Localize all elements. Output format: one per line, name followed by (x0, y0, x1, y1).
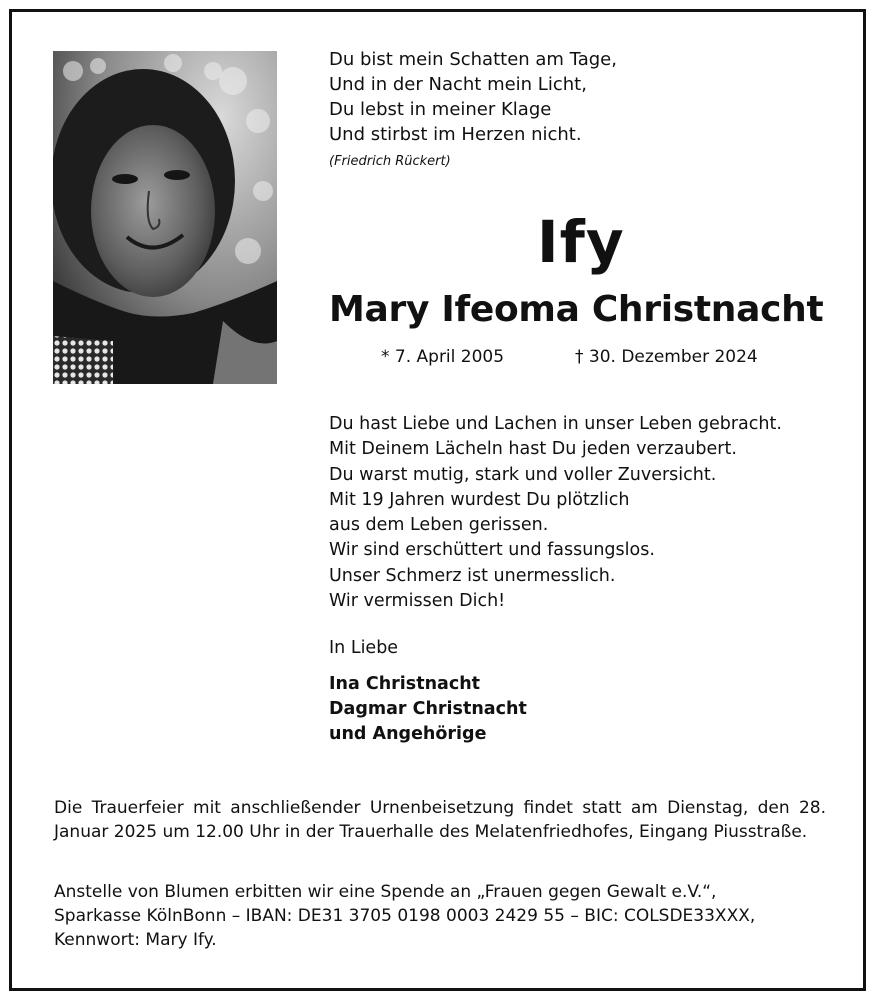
donation-line: Kennwort: Mary Ify. (54, 930, 217, 950)
tribute-line: aus dem Leben gerissen. (329, 515, 549, 536)
in-love-label: In Liebe (329, 638, 399, 658)
tribute-line: Mit Deinem Lächeln hast Du jeden verzaubert. (329, 439, 737, 460)
portrait-image (53, 51, 277, 384)
donation-notice (54, 880, 755, 952)
poem-line: Du bist mein Schatten am Tage, (329, 49, 617, 70)
tribute-line: Mit 19 Jahren wurdest Du plötzlich (329, 489, 630, 510)
poem-line: Du lebst in meiner Klage (329, 99, 552, 120)
poem-line: Und in der Nacht mein Licht, (329, 74, 587, 95)
tribute-line: Du hast Liebe und Lachen in unser Leben gebracht. (329, 414, 782, 434)
ceremony-notice: Die Trauerfeier mit anschließender Urnenbeisetzung findet statt am Dienstag, den 28. Januar 2025 um 12.00 Uhr in der Trauerhalle des Melatenfriedhofes, Eingang Piusstraße. (54, 798, 826, 842)
deceased-nickname: Ify (537, 208, 625, 276)
tribute-text (329, 412, 782, 614)
donation-line: Anstelle von Blumen erbitten wir eine Spende an „Frauen gegen Gewalt e.V.“, (54, 882, 717, 902)
death-date: † 30. Dezember 2024 (575, 347, 758, 367)
signer-name: Dagmar Christnacht (329, 699, 527, 719)
poem-line: Und stirbst im Herzen nicht. (329, 124, 582, 145)
birth-date: * 7. April 2005 (381, 347, 505, 367)
signer-name: und Angehörige (329, 724, 487, 744)
signer-name: Ina Christnacht (329, 674, 481, 694)
tribute-line: Unser Schmerz ist unermesslich. (329, 565, 616, 586)
tribute-line: Du warst mutig, stark und voller Zuversicht. (329, 464, 717, 485)
tribute-line: Wir sind erschüttert und fassungslos. (329, 540, 655, 561)
deceased-full-name: Mary Ifeoma Christnacht (329, 289, 824, 330)
tribute-line: Wir vermissen Dich! (329, 591, 506, 612)
portrait-photo (53, 51, 277, 384)
donation-line: Sparkasse KölnBonn – IBAN: DE31 3705 0198 0003 2429 55 – BIC: COLSDE33XXX, (54, 906, 756, 926)
poem (329, 47, 617, 147)
poem-author: (Friedrich Rückert) (329, 154, 451, 169)
signers (329, 672, 527, 747)
